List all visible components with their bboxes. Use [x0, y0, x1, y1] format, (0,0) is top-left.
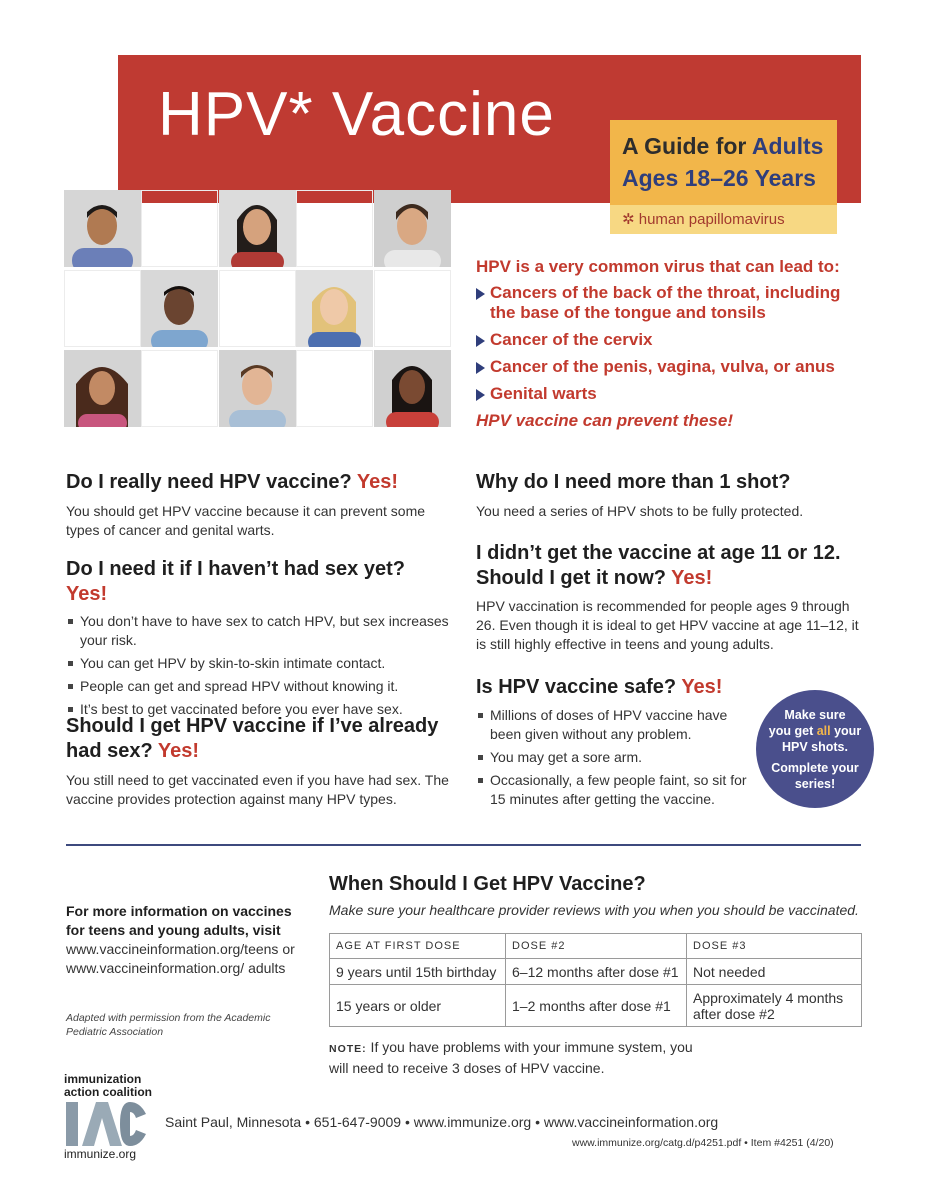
note-label: NOTE:	[329, 1043, 367, 1055]
table-cell: 15 years or older	[330, 985, 506, 1027]
question-safe	[476, 675, 761, 813]
question-text: Do I need it if I haven’t had sex yet?	[66, 558, 405, 580]
section-divider	[66, 844, 861, 846]
risk-text: Cancer of the cervix	[490, 330, 653, 349]
answer-text: You need a series of HPV shots to be fully protected.	[476, 503, 804, 519]
question-heading	[66, 714, 451, 764]
yes-label: Yes!	[157, 740, 200, 762]
question-no-sex-yet	[66, 557, 451, 723]
logo-line: immunization	[64, 1072, 142, 1086]
list-item: People can get and spread HPV without knowing it.	[66, 677, 451, 696]
grid-cell	[141, 190, 218, 267]
grid-cell	[64, 270, 141, 347]
photo-grid	[64, 190, 452, 428]
guide-title-line2: Ages 18–26 Years	[622, 165, 816, 191]
table-row	[330, 985, 862, 1027]
asterisk-note: ✲ human papillomavirus	[622, 211, 785, 228]
question-heading	[476, 675, 761, 700]
answer-text: HPV vaccination is recommended for people ages 9 through 26. Even though it is ideal to get HPV vaccine at age 11–12, it is still highly effective in teens and young adults.	[476, 598, 859, 652]
table-cell: Approximately 4 months after dose #2	[687, 985, 862, 1027]
table-cell: 9 years until 15th birthday	[330, 959, 506, 985]
page-title: HPV* Vaccine	[158, 80, 555, 149]
guide-accent: Adults	[751, 133, 824, 159]
answer-text: You still need to get vaccinated even if you have had sex. The vaccine provides protection against many HPV types.	[66, 772, 449, 807]
risk-item	[476, 357, 856, 377]
portrait-photo	[141, 270, 218, 347]
callout-highlight: all	[816, 724, 831, 738]
schedule-title: When Should I Get HPV Vaccine?	[329, 873, 646, 895]
column-header: DOSE #3	[687, 934, 862, 959]
schedule-note	[329, 1038, 709, 1078]
grid-cell	[219, 270, 296, 347]
risk-text: Cancers of the back of the throat, including the base of the tongue and tonsils	[490, 283, 841, 322]
triangle-bullet-icon	[476, 389, 485, 401]
yes-label: Yes!	[681, 676, 723, 698]
grid-cell	[296, 190, 373, 267]
column-header: DOSE #2	[506, 934, 687, 959]
question-text: Is HPV vaccine safe?	[476, 676, 682, 698]
callout-text: you get	[768, 724, 817, 738]
iac-logo-text	[64, 1073, 152, 1099]
callout-text: series!	[794, 777, 836, 791]
question-text: I didn’t get the vaccine at age 11 or 12. Should I get it now?	[476, 542, 841, 589]
question-already-had-sex	[66, 714, 451, 809]
yes-label: Yes!	[356, 471, 399, 493]
complete-series-callout	[756, 690, 874, 808]
callout-text: Complete your	[771, 761, 859, 775]
list-item: You don’t have to have sex to catch HPV, but sex increases your risk.	[66, 612, 451, 650]
table-cell: Not needed	[687, 959, 862, 985]
table-header-row	[330, 934, 862, 959]
callout-text: Make sure	[784, 708, 846, 722]
schedule-table	[329, 933, 862, 1027]
question-heading: Why do I need more than 1 shot?	[476, 471, 791, 493]
list-item: It’s best to get vaccinated before you ever have sex.	[66, 700, 451, 719]
risk-item	[476, 283, 856, 323]
question-missed-age-11-12	[476, 541, 861, 654]
guide-prefix: A Guide for	[622, 133, 752, 159]
question-more-than-one-shot	[476, 470, 861, 521]
list-item: You may get a sore arm.	[476, 748, 761, 767]
answer-text: You should get HPV vaccine because it can prevent some types of cancer and genital warts.	[66, 503, 426, 538]
list-item: You can get HPV by skin-to-skin intimate contact.	[66, 654, 451, 673]
question-heading	[66, 470, 451, 495]
portrait-photo	[374, 190, 451, 267]
callout-text: your	[830, 724, 862, 738]
iac-logo-icon	[64, 1100, 148, 1148]
risk-text: Cancer of the penis, vagina, vulva, or anus	[490, 357, 835, 376]
schedule-subtitle: Make sure your healthcare provider reviews with you when you should be vaccinated.	[329, 902, 859, 918]
bullet-list	[476, 706, 761, 809]
portrait-photo	[64, 350, 141, 427]
callout-text: HPV shots.	[782, 740, 848, 754]
question-text: Should I get HPV vaccine if I’ve already had sex?	[66, 715, 439, 762]
grid-cell	[141, 350, 218, 427]
yes-label: Yes!	[66, 583, 108, 605]
list-item: Millions of doses of HPV vaccine have been given without any problem.	[476, 706, 761, 744]
table-cell: 6–12 months after dose #1	[506, 959, 687, 985]
list-item: Occasionally, a few people faint, so sit for 15 minutes after getting the vaccine.	[476, 771, 761, 809]
triangle-bullet-icon	[476, 362, 485, 374]
triangle-bullet-icon	[476, 288, 485, 300]
adapted-note: Adapted with permission from the Academic Pediatric Association	[66, 1012, 271, 1038]
grid-cell	[296, 350, 373, 427]
intro-heading: HPV is a very common virus that can lead to:	[476, 257, 840, 276]
triangle-bullet-icon	[476, 335, 485, 347]
question-heading	[66, 557, 451, 607]
portrait-photo	[374, 350, 451, 427]
portrait-photo	[219, 190, 296, 267]
risk-text: Genital warts	[490, 384, 597, 403]
grid-cell	[374, 270, 451, 347]
more-info-links[interactable]: www.vaccineinformation.org/teens or www.vaccineinformation.org/ adults	[66, 941, 295, 976]
logo-line: action coalition	[64, 1085, 153, 1099]
logo-site: immunize.org	[64, 1147, 137, 1161]
bullet-list	[66, 612, 451, 719]
question-heading	[476, 541, 861, 591]
more-info-heading: For more information on vaccines for teens and young adults, visit	[66, 903, 292, 938]
yes-label: Yes!	[671, 567, 713, 589]
table-cell: 1–2 months after dose #1	[506, 985, 687, 1027]
portrait-photo	[64, 190, 141, 267]
question-need	[66, 470, 451, 540]
callout-line1	[756, 707, 874, 755]
contact-line: Saint Paul, Minnesota • 651-647-9009 • www.immunize.org • www.vaccineinformation.org	[165, 1114, 719, 1130]
guide-title-line1	[622, 133, 823, 160]
portrait-photo	[219, 350, 296, 427]
more-info	[66, 902, 306, 978]
callout-line2	[756, 760, 874, 792]
intro-section	[476, 257, 856, 431]
column-header: AGE AT FIRST DOSE	[330, 934, 506, 959]
table-row	[330, 959, 862, 985]
note-text: If you have problems with your immune system, you will need to receive 3 doses of HPV vaccine.	[329, 1039, 693, 1076]
risk-item	[476, 330, 856, 350]
risk-item	[476, 384, 856, 404]
portrait-photo	[296, 270, 373, 347]
item-reference: www.immunize.org/catg.d/p4251.pdf • Item #4251 (4/20)	[572, 1137, 834, 1149]
intro-prevent: HPV vaccine can prevent these!	[476, 411, 734, 430]
question-text: Do I really need HPV vaccine?	[66, 471, 357, 493]
